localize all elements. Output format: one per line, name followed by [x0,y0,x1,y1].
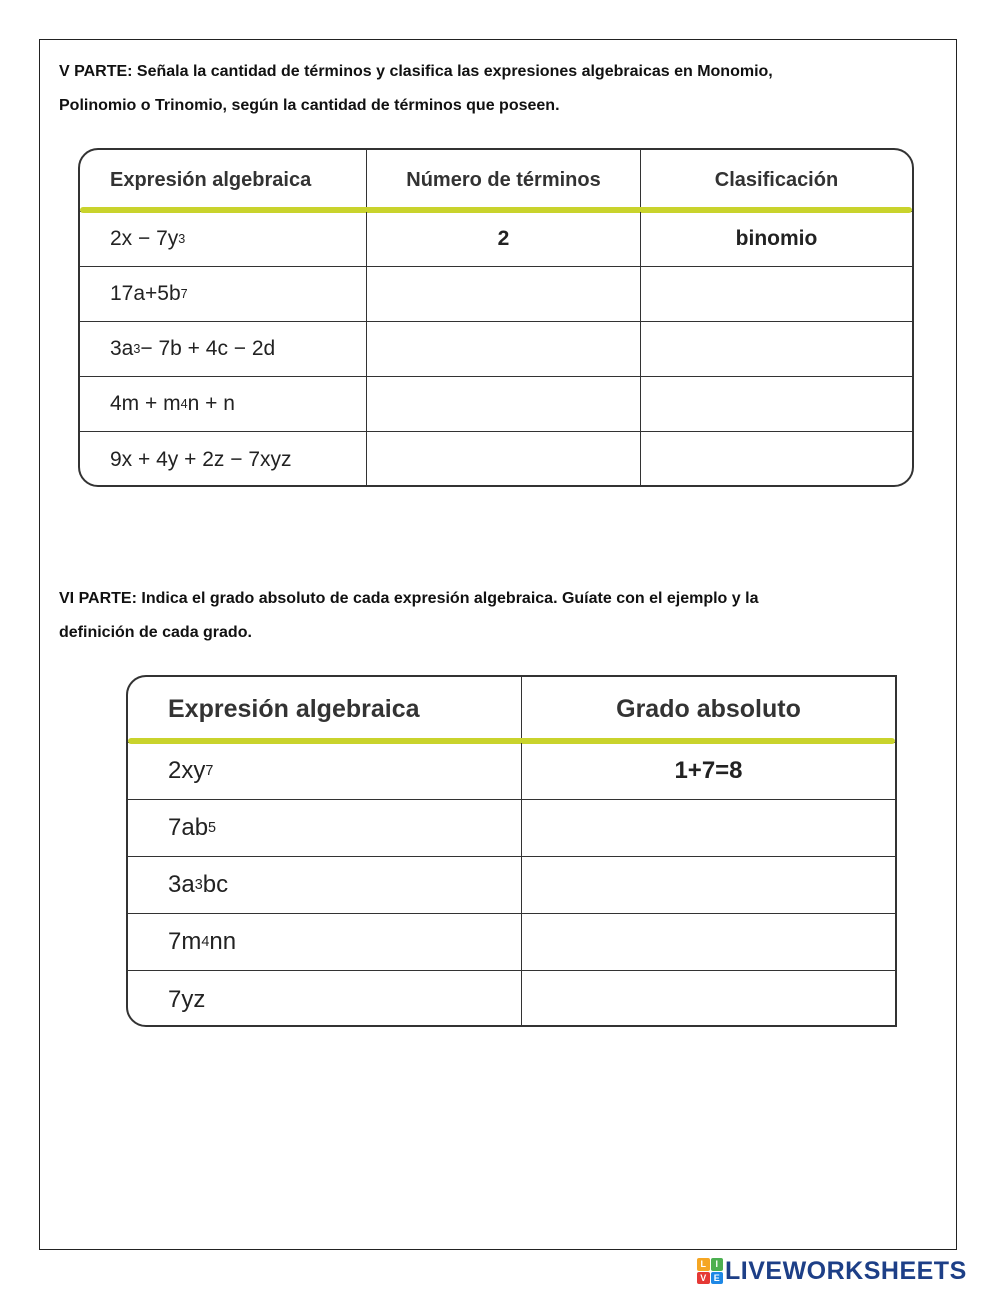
expression-cell: 7ab 5 [128,800,522,856]
table-header-row [80,150,912,212]
degree-answer-field[interactable] [522,857,895,913]
logo-letter: V [697,1272,710,1285]
table-row [128,857,895,914]
table-row [80,267,912,322]
part6-instruction [59,582,939,650]
terms-answer-field[interactable] [367,322,641,376]
degree-answer-field[interactable] [522,800,895,856]
table-row [80,212,912,267]
logo-letter: E [711,1272,724,1285]
expression-cell: 2xy 7 [128,743,522,799]
terms-answer-field[interactable] [367,432,641,487]
expression-cell: 7yz [128,971,522,1027]
terms-answer-field[interactable] [367,377,641,431]
table-row [80,322,912,377]
degree-answer-field[interactable] [522,914,895,970]
degree-answer-field[interactable] [522,971,895,1027]
liveworksheets-logo-icon [697,1258,723,1284]
table-row [128,743,895,800]
terms-classification-table [78,148,914,487]
part5-instruction-line1: V PARTE: Señala la cantidad de términos y clasifica las expresiones algebraicas en Monomio, [59,63,773,80]
header-classification: Clasificación [714,169,839,191]
liveworksheets-logo[interactable] [697,1257,967,1285]
part5-instruction-line2: Polinomio o Trinomio, según la cantidad de términos que poseen. [59,97,560,114]
table-row [128,914,895,971]
classification-answer-field[interactable] [641,432,912,487]
classification-answer-field[interactable] [641,267,912,321]
degree-answer-field[interactable]: 1+7=8 [674,757,743,784]
terms-answer-field[interactable]: 2 [367,212,641,266]
table-row [80,432,912,487]
expression-cell: 17a+5b 7 [80,267,367,321]
part6-instruction-line2: definición de cada grado. [59,624,252,641]
table-row [128,971,895,1027]
classification-answer-field[interactable] [641,377,912,431]
header-terms: Número de términos [367,150,641,211]
header-expression: Expresión algebraica [80,150,367,211]
classification-answer-field[interactable] [641,322,912,376]
expression-cell: 3a 3 bc [128,857,522,913]
table-header-row [128,677,895,743]
logo-letter: I [711,1258,724,1271]
table-row [80,377,912,432]
part6-instruction-line1: VI PARTE: Indica el grado absoluto de cada expresión algebraica. Guíate con el ejemplo y la [59,590,759,607]
brand-name: LIVEWORKSHEETS [725,1256,967,1285]
table-row [128,800,895,857]
header-expression: Expresión algebraica [128,677,522,742]
terms-answer-field[interactable] [367,267,641,321]
expression-cell: 9x + 4y + 2z − 7xyz [80,432,367,487]
expression-cell: 3a 3 − 7b + 4c − 2d [80,322,367,376]
header-degree: Grado absoluto [616,695,801,723]
expression-cell: 2x − 7y 3 [80,212,367,266]
logo-letter: L [697,1258,710,1271]
expression-cell: 7m 4 nn [128,914,522,970]
absolute-degree-table [126,675,897,1027]
expression-cell: 4m + m 4 n + n [80,377,367,431]
classification-answer-field[interactable]: binomio [735,227,818,250]
part5-instruction [59,55,939,123]
